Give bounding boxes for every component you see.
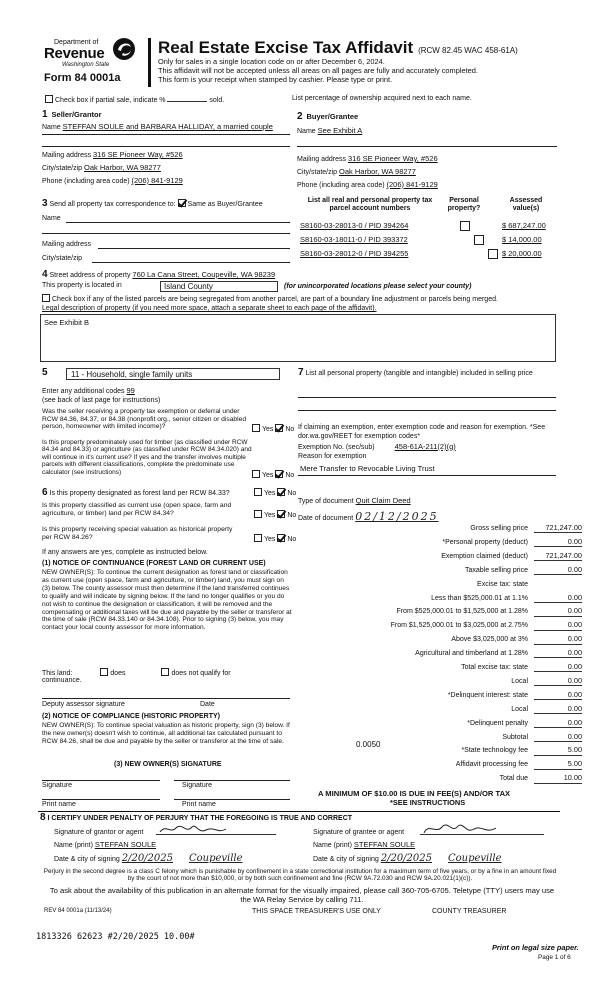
tax-row-amount-field[interactable]: 0.00	[534, 538, 582, 547]
revenue-wordmark: Revenue	[44, 45, 105, 62]
this-land-label: This land:	[42, 670, 73, 677]
tax-row	[300, 523, 590, 535]
buyer-phone-label: Phone (including area code)	[297, 182, 385, 189]
legal-desc-label: Legal description of property (if you need more space, attach a separate sheet to each page of the affidavit).	[42, 305, 377, 312]
tax-row-label: Affidavit processing fee	[455, 761, 528, 769]
county-note: (for unincorporated locations please select your county)	[284, 283, 472, 290]
tax-row-label: From $525,000.01 to $1,525,000 at 1.28%	[396, 608, 528, 616]
doc-date-field[interactable]: 02/12/2025	[355, 510, 439, 523]
section-number: 4	[42, 269, 48, 280]
tax-row-label: Local	[511, 705, 528, 713]
section-number: 6	[42, 487, 48, 498]
continuance-label: continuance.	[42, 677, 82, 684]
grantee-signature[interactable]	[420, 822, 544, 835]
tax-row-amount-field[interactable]: 0.00	[534, 733, 582, 742]
tax-row-amount-field[interactable]: 0.00	[534, 607, 582, 616]
buyer-mailing-label: Mailing address	[297, 156, 347, 163]
revision-label: REV 84 0001a (11/13/24)	[44, 908, 112, 914]
doc-type-label: Type of document	[298, 498, 354, 505]
timber-no-checkbox[interactable]	[275, 470, 283, 478]
seller-name-label: Name	[42, 124, 61, 131]
notice-compliance-body: NEW OWNER(S): To continue special valuation as historic property, sign (3) below. If the new owner(s) doesn't wish to continue, all additional tax calculated pursuant to RCW 84.26, shall be due and payable by the seller or transferor at the time of sale.	[42, 722, 290, 745]
tax-row-label: Gross selling price	[470, 525, 528, 532]
grantee-date-field[interactable]: 2/20/2025	[380, 853, 432, 864]
assessed-value-field[interactable]: $ 20,000.00	[502, 249, 542, 258]
assessed-value-field[interactable]: $ 687,247.00	[502, 221, 546, 230]
owner-print-name-label: Print name	[42, 801, 76, 808]
tax-row-label: From $1,525,000.01 to $3,025,000 at 2.75%	[390, 622, 528, 630]
tax-row	[300, 579, 590, 591]
tax-row	[300, 676, 590, 688]
current-use-no-checkbox[interactable]	[277, 510, 285, 518]
local-rate: 0.0050	[356, 740, 381, 749]
personal-property-checkbox[interactable]	[488, 249, 498, 259]
tax-row-amount-field[interactable]: 0.00	[534, 677, 582, 686]
grantor-name-label: Name (print)	[54, 842, 93, 849]
dor-swirl-icon	[110, 36, 138, 62]
alternate-format-notice: To ask about the availability of this publication in an alternate format for the visually impaired, please call 360-705-6705. Teletype (TTY) users may use the WA Relay Service by calling 711.	[49, 886, 555, 904]
tax-row-label: *Personal property (deduct)	[442, 538, 528, 546]
corr-city-label: City/state/zip	[42, 255, 83, 262]
tax-row-label: Total due	[499, 775, 528, 783]
yes-label: Yes	[264, 512, 276, 519]
timber-yes-checkbox[interactable]	[252, 470, 260, 478]
street-field[interactable]: 760 La Cana Street, Coupeville, WA 98239	[132, 270, 276, 279]
yes-label: Yes	[262, 426, 274, 433]
state-label: Washington State	[62, 62, 110, 68]
street-label: Street address of property	[49, 272, 131, 279]
forest-q1: Is this property designated as forest land per RCW 84.33?	[49, 490, 230, 497]
land-use-select[interactable]	[66, 368, 280, 380]
certify-statement: I CERTIFY UNDER PENALTY OF PERJURY THAT THE FOREGOING IS TRUE AND CORRECT	[47, 815, 353, 822]
tax-row	[300, 718, 590, 730]
section-number: 5	[42, 367, 48, 378]
tax-row-amount-field[interactable]: 5.00	[534, 746, 582, 755]
tax-row	[300, 593, 590, 605]
tax-row-label: Local	[511, 677, 528, 685]
deputy-date-label: Date	[200, 701, 215, 708]
no-label: No	[285, 426, 295, 433]
section-number: 1	[42, 109, 48, 120]
partial-sale-label: Check box if partial sale, indicate %	[55, 97, 166, 104]
tax-row	[300, 662, 590, 674]
exemption-reason-label: Reason for exemption	[298, 453, 367, 460]
segregation-label: Check box if any of the listed parcels are being segregated from another parcel, are part of a boundary line adjustment or parcels being merged.	[52, 296, 498, 303]
page-number: Page 1 of 6	[538, 954, 571, 961]
personal-header: Personal property?	[447, 197, 481, 213]
buyer-phone-field[interactable]: (206) 841-9129	[386, 180, 438, 189]
tax-row-label: Agricultural and timberland at 1.28%	[415, 650, 528, 658]
tax-row-label: Subtotal	[502, 733, 528, 741]
located-in-label: This property is located in	[42, 282, 122, 289]
tax-row-label: Total excise tax: state	[461, 664, 528, 671]
header-divider	[148, 38, 151, 87]
grantor-signature[interactable]	[156, 822, 276, 835]
no-label: No	[285, 472, 295, 479]
yes-label: Yes	[264, 536, 276, 543]
legal-description-field[interactable]	[40, 314, 556, 362]
grantor-date-field[interactable]: 2/20/2025	[121, 853, 173, 864]
land-use-value: 11 - Household, single family units	[71, 370, 193, 379]
legal-size-note: Print on legal size paper.	[492, 943, 579, 952]
grantee-signature-scribble	[420, 822, 510, 836]
no-label: No	[287, 490, 297, 497]
tax-row	[300, 759, 590, 771]
perjury-notice: Perjury in the second degree is a class C felony which is punishable by confinement in a state correctional institution for a maximum term of five years, or by a fine in an amount fixed by the court of not more than $10,000, or by both such confinement and fine (RCW 9A.72.030 and RCW 9A.20.021(1)(c)).	[43, 868, 557, 883]
seller-name-field[interactable]: STEFFAN SOULE and BARBARA HALLIDAY, a married couple	[62, 122, 273, 131]
personal-property-label: List all personal property (tangible and intangible) included in selling price	[305, 370, 533, 377]
tax-row-label: Taxable selling price	[464, 566, 528, 574]
header-note: This affidavit will not be accepted unless all areas on all pages are fully and accurately completed.	[158, 66, 478, 75]
exemption-yes-checkbox[interactable]	[252, 424, 260, 432]
tax-row	[300, 634, 590, 646]
tax-row-amount-field[interactable]: 10.00	[534, 774, 582, 783]
form-title-ref: (RCW 82.45 WAC 458-61A)	[418, 46, 518, 55]
personal-property-checkbox[interactable]	[474, 235, 484, 245]
assessed-value-field[interactable]: $ 14,000.00	[502, 235, 542, 244]
seller-mailing-label: Mailing address	[42, 152, 92, 159]
forest-yes-checkbox[interactable]	[254, 488, 262, 496]
exemption-question: Was the seller receiving a property tax exemption or deferral under RCW 84.36, 84.37, or 84.38 (nonprofit org., senior citizen or disabled person, homeowner with limited income)?	[42, 408, 247, 431]
tax-row-label: *State technology fee	[461, 747, 528, 755]
grantor-signature-scribble	[156, 822, 246, 836]
tax-row	[300, 648, 590, 660]
tax-row	[300, 745, 590, 757]
does-not-label: does not qualify for	[171, 670, 231, 677]
tax-row-amount-field[interactable]: 5.00	[534, 760, 582, 769]
current-use-yes-checkbox[interactable]	[254, 510, 262, 518]
tax-row	[300, 732, 590, 744]
ownership-note: List percentage of ownership acquired next to each name.	[292, 95, 472, 102]
tax-row-label: Excise tax: state	[477, 580, 528, 588]
exemption-number-label: Exemption No. (sec/sub)	[298, 444, 375, 451]
buyer-mailing-field[interactable]: 316 SE Pioneer Way, #526	[347, 154, 438, 163]
buyer-city-label: City/state/zip	[297, 169, 338, 176]
seller-phone-field[interactable]: (206) 841-9129	[131, 176, 183, 185]
parcel-number-field[interactable]: S8160-03-28012-0 / PID 394255	[300, 249, 409, 258]
see-instructions-note: *SEE INSTRUCTIONS	[390, 798, 466, 807]
seller-heading: Seller/Grantor	[51, 110, 102, 119]
additional-codes-field[interactable]: 99	[126, 386, 135, 395]
section-number: 3	[42, 198, 48, 209]
additional-codes-label: Enter any additional codes	[42, 388, 125, 395]
dept-label: Department of	[54, 39, 99, 46]
legal-description-value: See Exhibit B	[44, 318, 90, 327]
same-as-buyer-checkbox[interactable]	[178, 199, 186, 207]
grantee-signature-label: Signature of grantee or agent	[313, 829, 405, 836]
dor-logo	[40, 36, 144, 86]
treasurer-stamp: 1813326 62623 #2/20/2025 10.00#	[36, 932, 195, 942]
county-value: Island County	[164, 282, 213, 291]
grantor-city-field[interactable]: Coupeville	[188, 853, 243, 864]
timber-question: Is this property predominately used for timber (as classified under RCW 84.34 and 84.33) or agriculture (as classified under RCW 84.34.020) and will continue in it's current use? If yes and the transfer involves multiple parcels with different classifications, complete the predominate use calculator (see instructions)	[42, 439, 252, 476]
parcel-number-field[interactable]: S8160-03-18011-0 / PID 393372	[300, 235, 408, 244]
header-note: This form is your receipt when stamped by cashier. Please type or print.	[158, 75, 393, 84]
tax-row	[300, 690, 590, 702]
buyer-name-field[interactable]: See Exhibit A	[317, 126, 363, 135]
deputy-signature-label: Deputy assessor signature	[42, 701, 125, 708]
owner-print-name-label: Print name	[182, 801, 216, 808]
partial-sale-suffix: sold.	[209, 97, 225, 104]
form-title: Real Estate Excise Tax Affidavit	[158, 38, 414, 57]
no-label: No	[287, 512, 297, 519]
grantor-signature-label: Signature of grantor or agent	[54, 829, 144, 836]
same-as-buyer-label: Same as Buyer/Grantee	[187, 201, 263, 208]
tax-row	[300, 704, 590, 716]
minimum-due-note: A MINIMUM OF $10.00 IS DUE IN FEE(S) AND/OR TAX	[318, 789, 511, 798]
tax-row	[300, 773, 590, 785]
grantor-name-field[interactable]: STEFFAN SOULE	[94, 840, 157, 849]
tax-row-amount-field[interactable]: 721,247.00	[534, 524, 582, 533]
personal-property-checkbox[interactable]	[460, 221, 470, 231]
treasurer-use-label: THIS SPACE TREASURER'S USE ONLY	[252, 908, 381, 915]
tax-row-amount-field[interactable]: 0.00	[534, 635, 582, 644]
current-use-question: Is this property classified as current use (open space, farm and agriculture, or timber) land per RCW 84.34?	[42, 502, 232, 517]
section-number: 8	[40, 812, 46, 823]
yes-label: Yes	[264, 490, 276, 497]
tax-row-amount-field[interactable]: 721,247.00	[534, 552, 582, 561]
tax-row	[300, 537, 590, 549]
tax-row	[300, 606, 590, 618]
tax-row-amount-field[interactable]: 0.00	[534, 663, 582, 672]
parcel-number-field[interactable]: S8160-03-28013-0 / PID 394264	[300, 221, 409, 230]
tax-row-amount-field[interactable]: 0.00	[534, 691, 582, 700]
owner-signature-label: Signature	[42, 782, 72, 789]
grantor-date-label: Date & city of signing	[54, 856, 120, 863]
owner-signature-label: Signature	[182, 782, 212, 789]
tax-row-amount-field[interactable]: 0.00	[534, 621, 582, 630]
yes-instruction: If any answers are yes, complete as instructed below.	[42, 549, 208, 556]
tax-row-amount-field[interactable]: 0.00	[534, 705, 582, 714]
tax-row	[300, 620, 590, 632]
section-number: 7	[298, 367, 304, 378]
grantee-name-field[interactable]: STEFFAN SOULE	[353, 840, 416, 849]
exemption-intro: If claiming an exemption, enter exemption code and reason for exemption. *See dor.wa.gov/REET for exemption codes*	[298, 424, 546, 440]
header-note: Only for sales in a single location code on or after December 6, 2024.	[158, 57, 385, 66]
seller-city-field[interactable]: Oak Harbor, WA 98277	[84, 163, 161, 172]
does-qualify-checkbox[interactable]	[100, 668, 108, 676]
historic-no-checkbox[interactable]	[277, 534, 285, 542]
no-label: No	[287, 536, 297, 543]
tax-row-label: *Delinquent interest: state	[447, 691, 528, 699]
tax-row-amount-field[interactable]: 0.00	[534, 594, 582, 603]
grantee-name-label: Name (print)	[313, 842, 352, 849]
does-not-qualify-checkbox[interactable]	[161, 668, 169, 676]
county-select[interactable]	[160, 281, 278, 292]
exemption-reason-field[interactable]: Mere Transfer to Revocable Living Trust	[300, 464, 435, 473]
new-owner-signature-title: (3) NEW OWNER(S) SIGNATURE	[114, 761, 222, 768]
corr-mailing-label: Mailing address	[42, 241, 92, 248]
partial-sale-checkbox[interactable]	[45, 95, 53, 103]
buyer-city-field[interactable]: Oak Harbor, WA 98277	[339, 167, 416, 176]
correspondence-label: Send all property tax correspondence to:	[49, 201, 176, 208]
historic-question: Is this property receiving special valuation as historical property per RCW 84.26?	[42, 526, 233, 541]
section-number: 2	[297, 111, 303, 122]
buyer-heading: Buyer/Grantee	[306, 112, 359, 121]
notice-compliance-title: (2) NOTICE OF COMPLIANCE (HISTORIC PROPERTY)	[42, 713, 220, 720]
county-treasurer-label: COUNTY TREASURER	[432, 908, 507, 915]
historic-yes-checkbox[interactable]	[254, 534, 262, 542]
exemption-no-checkbox[interactable]	[275, 424, 283, 432]
yes-label: Yes	[262, 472, 274, 479]
tax-row-label: Less than $525,000.01 at 1.1%	[431, 594, 528, 602]
seller-mailing-field[interactable]: 316 SE Pioneer Way, #526	[92, 150, 183, 159]
tax-row-amount-field[interactable]: 0.00	[534, 649, 582, 658]
exemption-number-field[interactable]: 458-61A-211(2)(g)	[394, 442, 456, 451]
tax-row	[300, 551, 590, 563]
parcel-header: List all real and personal property tax parcel account numbers	[307, 197, 433, 213]
tax-row-amount-field[interactable]: 0.00	[534, 719, 582, 728]
corr-name-label: Name	[42, 215, 61, 222]
value-header: Assessed value(s)	[509, 197, 543, 213]
tax-row-label: Exemption claimed (deduct)	[441, 552, 528, 560]
seller-phone-label: Phone (including area code)	[42, 178, 130, 185]
tax-row-amount-field[interactable]: 0.00	[534, 566, 582, 575]
tax-row	[300, 565, 590, 577]
see-back-note: (see back of last page for instructions)	[42, 397, 161, 404]
seller-city-label: City/state/zip	[42, 165, 83, 172]
does-label: does	[110, 670, 126, 677]
tax-row-label: *Delinquent penalty	[467, 719, 528, 727]
doc-date-label: Date of document	[298, 515, 354, 522]
forest-no-checkbox[interactable]	[277, 488, 285, 496]
form-number: Form 84 0001a	[44, 72, 121, 84]
buyer-name-label: Name	[297, 128, 316, 135]
tax-row-label: Above $3,025,000 at 3%	[451, 636, 528, 644]
notice-continuance-title: (1) NOTICE OF CONTINUANCE (FOREST LAND OR CURRENT USE)	[42, 560, 266, 567]
grantee-date-label: Date & city of signing	[313, 856, 379, 863]
doc-type-field[interactable]: Quit Claim Deed	[355, 496, 411, 505]
grantee-city-field[interactable]: Coupeville	[447, 853, 502, 864]
segregation-checkbox[interactable]	[42, 294, 50, 302]
notice-continuance-body: NEW OWNER(S): To continue the current designation as forest land or classification as current use (open space, farm and agriculture, or timber) land, you must sign on (3) below. The county assessor must then determine if the land transferred continues to qualify and will indicate by signing below. If the land no longer qualifies or you do not wish to continue the designation or classification, it will be removed and the compensating or additional taxes will be due and payable by the seller or transferor at the time of sale (RCW 84.33.140 or 84.34.108). Prior to signing (3) below, you may contact your local county assessor for more information.	[42, 569, 292, 632]
